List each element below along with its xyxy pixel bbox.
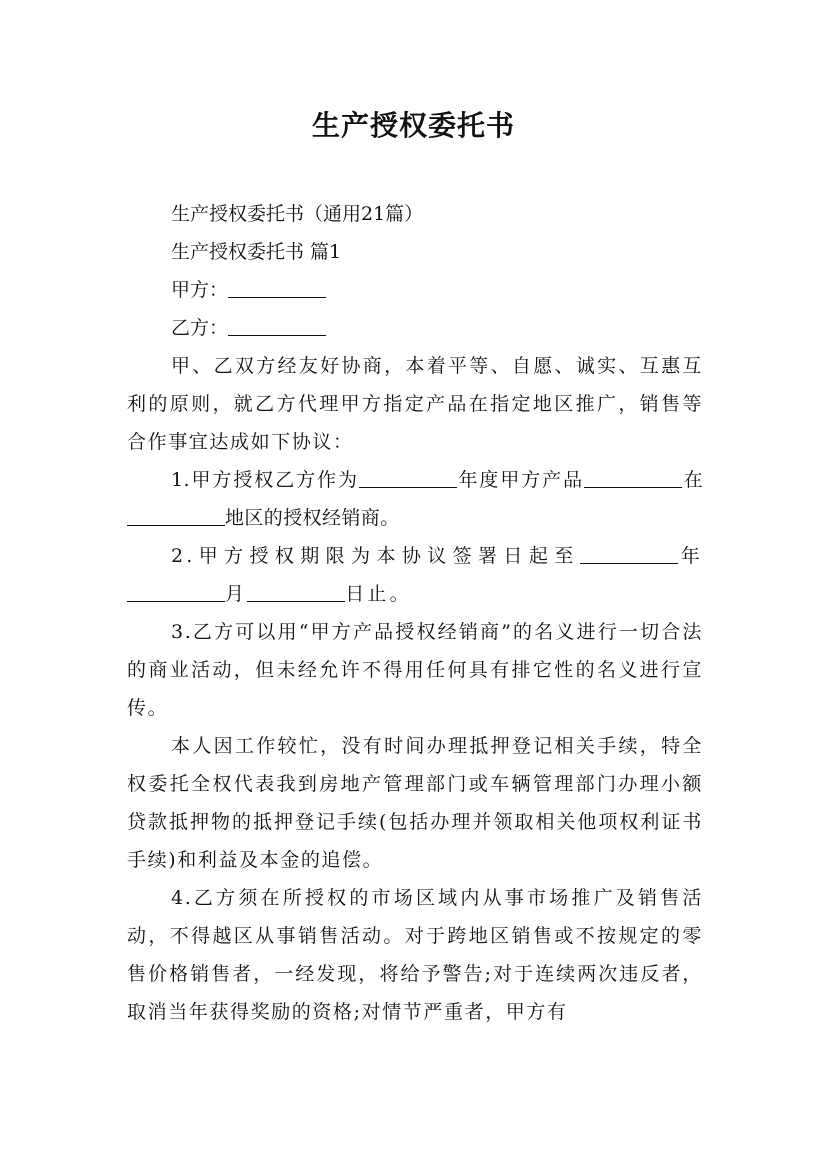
clause-1-text-d: 地区的授权经销商。 [225, 507, 400, 529]
document-title: 生产授权委托书 [311, 109, 515, 142]
clause-2-text-c: 月 [225, 583, 248, 605]
clause-2-text-d: 日止。 [345, 583, 412, 605]
clause-4: 4.乙方须在所授权的市场区域内从事市场推广及销售活动，不得越区从事销售活动。对于跨地区销售或不按规定的零售价格销售者，一经发现，将给予警告;对于连续两次违反者，取消当年获得奖励的资格;对情节严重者，甲方有 [127, 887, 703, 1023]
party-a-blank [228, 277, 326, 298]
party-b-label: 乙方： [171, 317, 229, 339]
clause-1-blank-year [359, 467, 457, 488]
party-a-label: 甲方： [171, 279, 229, 301]
clause-1-text-b: 年度甲方产品 [456, 469, 585, 491]
document-body [127, 195, 703, 1031]
party-a-line [127, 271, 703, 309]
clause-2-text-a: 2.甲方授权期限为本协议签署日起至 [171, 545, 580, 567]
intro-paragraph: 甲、乙双方经友好协商，本着平等、自愿、诚实、互惠互利的原则，就乙方代理甲方指定产品在指定地区推广，销售等合作事宜达成如下协议： [127, 355, 703, 453]
clause-1-text-a: 1.甲方授权乙方作为 [171, 469, 359, 491]
clause-2 [127, 537, 703, 613]
clause-1-text-c: 在 [682, 469, 703, 491]
clause-2-blank-year [580, 543, 678, 564]
clause-1 [127, 461, 703, 537]
clause-1-blank-product [584, 467, 682, 488]
section-heading: 生产授权委托书 篇1 [171, 241, 342, 263]
party-b-blank [228, 315, 326, 336]
clause-2-blank-month [127, 581, 225, 602]
party-b-line [127, 309, 703, 347]
clause-1-blank-region [127, 505, 225, 526]
mortgage-paragraph: 本人因工作较忙，没有时间办理抵押登记相关手续，特全权委托全权代表我到房地产管理部门或车辆管理部门办理小额贷款抵押物的抵押登记手续(包括办理并领取相关他项权利证书手续)和利益及本金的追偿。 [127, 735, 703, 871]
clause-2-blank-day [247, 581, 345, 602]
document-subtitle: 生产授权委托书（通用21篇） [171, 203, 424, 225]
clause-2-text-b: 年 [677, 545, 704, 567]
clause-3: 3.乙方可以用“甲方产品授权经销商”的名义进行一切合法的商业活动，但未经允许不得用任何具有排它性的名义进行宣传。 [127, 621, 703, 719]
